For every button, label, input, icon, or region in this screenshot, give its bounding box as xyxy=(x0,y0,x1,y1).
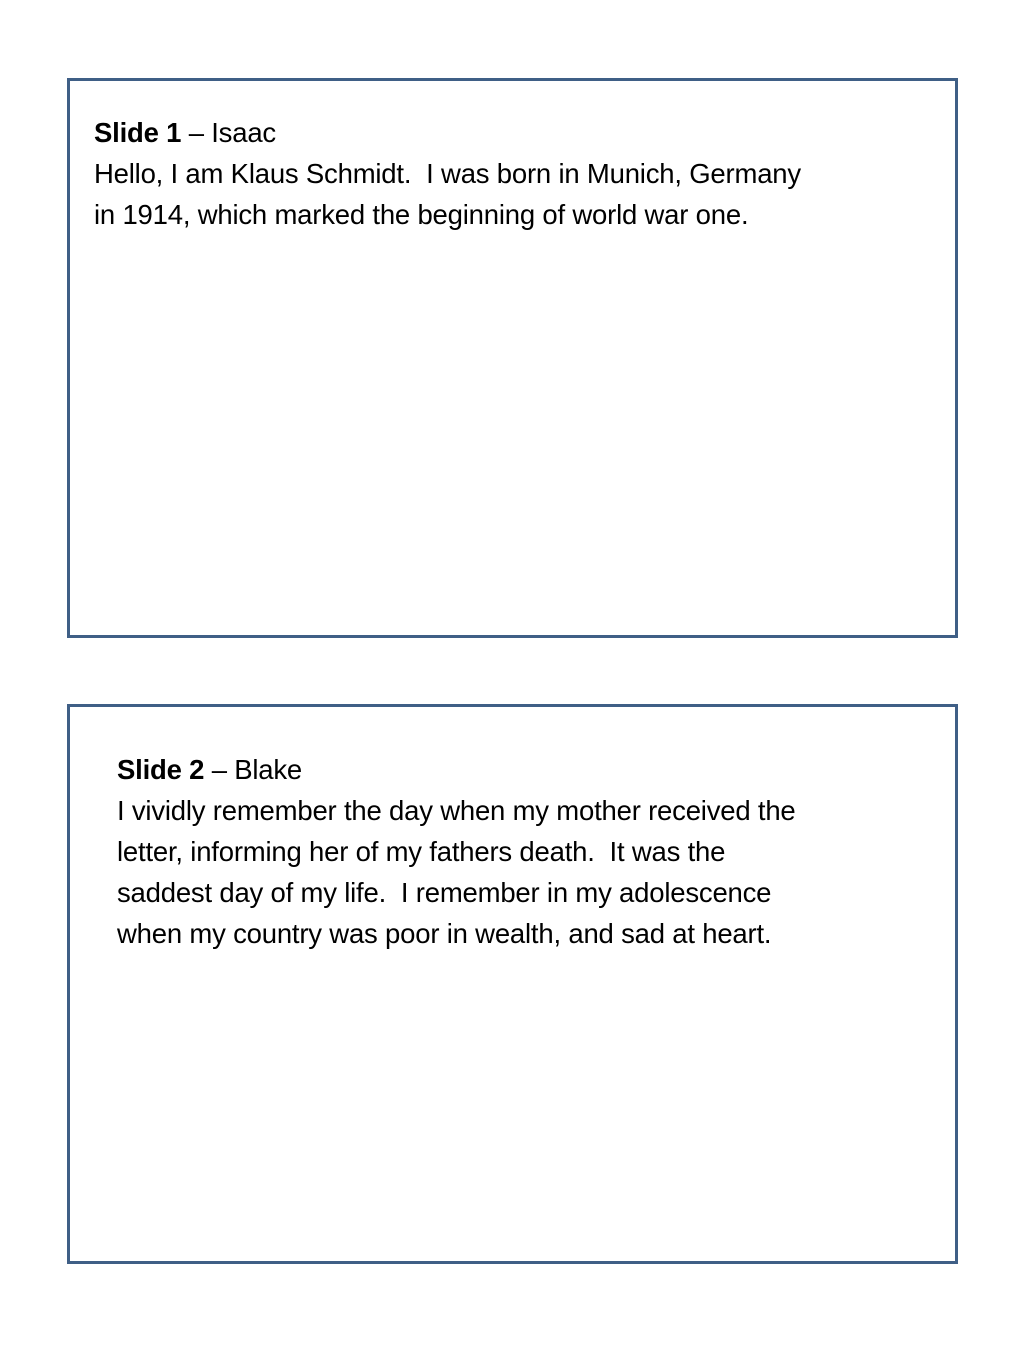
slide-card-text xyxy=(94,112,801,235)
slide-text-line: Hello, I am Klaus Schmidt. I was born in Munich, Germany xyxy=(94,158,801,189)
slide-number: Slide 1 xyxy=(94,117,182,148)
slide-text-line: in 1914, which marked the beginning of world war one. xyxy=(94,199,749,230)
slide-presenter: Blake xyxy=(234,754,303,785)
slide-text-line: I vividly remember the day when my mother received the xyxy=(117,795,796,826)
slide-card-text xyxy=(117,749,796,954)
slide-text-line: when my country was poor in wealth, and sad at heart. xyxy=(117,918,772,949)
slide-text-line: letter, informing her of my fathers death. It was the xyxy=(117,836,726,867)
slide-card-2 xyxy=(67,704,958,1264)
slide-text-line: saddest day of my life. I remember in my adolescence xyxy=(117,877,772,908)
slide-card-1 xyxy=(67,78,958,638)
slide-separator: – xyxy=(181,117,212,148)
slide-heading xyxy=(94,112,801,153)
slide-number: Slide 2 xyxy=(117,754,205,785)
slide-presenter: Isaac xyxy=(211,117,276,148)
slide-heading xyxy=(117,749,796,790)
slide-separator: – xyxy=(204,754,235,785)
